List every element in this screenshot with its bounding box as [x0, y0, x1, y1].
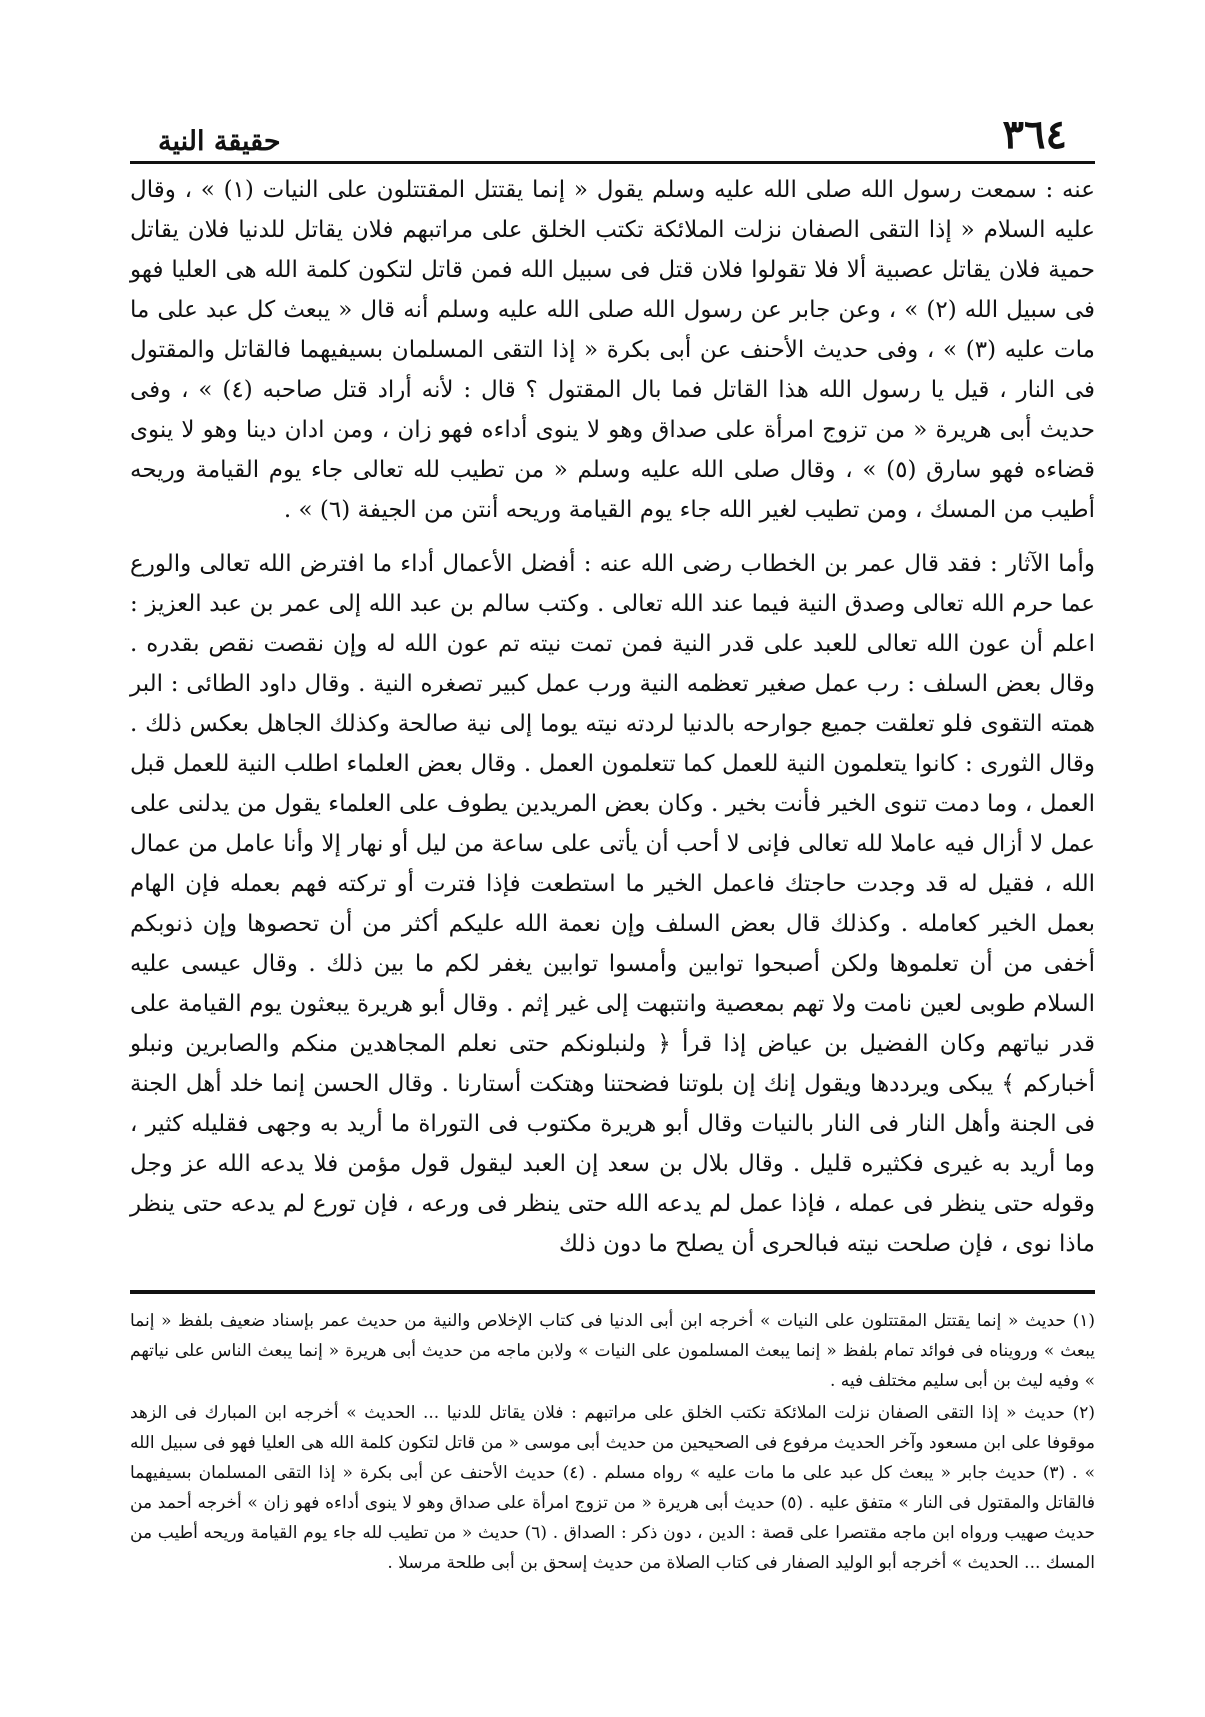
page-number: ٣٦٤	[1002, 111, 1067, 158]
paragraph-athar: وأما الآثار : فقد قال عمر بن الخطاب رضى الله عنه : أفضل الأعمال أداء ما افترض الله تعالى والورع عما حرم الله تعالى وصدق النية فيما عند الله تعالى . وكتب سالم بن عبد الله إلى عمر بن عبد العزيز : اعلم أن عون الله تعالى للعبد على قدر النية فمن تمت نيته تم عون الله له وإن نقصت نقص بقدره . وقال بعض السلف : رب عمل صغير تعظمه النية ورب عمل كبير تصغره النية . وقال داود الطائى : البر همته التقوى فلو تعلقت جميع جوارحه بالدنيا لردته نيته يوما إلى نية صالحة وكذلك الجاهل بعكس ذلك . وقال الثورى : كانوا يتعلمون النية للعمل كما تتعلمون العمل . وقال بعض العلماء اطلب النية للعمل قبل العمل ، وما دمت تنوى الخير فأنت بخير . وكان بعض المريدين يطوف على العلماء يقول من يدلنى على عمل لا أزال فيه عاملا لله تعالى فإنى لا أحب أن يأتى على ساعة من ليل أو نهار إلا وأنا عامل من عمال الله ، فقيل له قد وجدت حاجتك فاعمل الخير ما استطعت فإذا فترت أو تركته فهم بعمله فإن الهام بعمل الخير كعامله . وكذلك قال بعض السلف وإن نعمة الله عليكم أكثر من أن تحصوها وإن ذنوبكم أخفى من أن تعلموها ولكن أصبحوا توابين وأمسوا توابين يغفر لكم ما بين ذلك . وقال عيسى عليه السلام طوبى لعين نامت ولا تهم بمعصية وانتبهت إلى غير إثم . وقال أبو هريرة يبعثون يوم القيامة على قدر نياتهم وكان الفضيل بن عياض إذا قرأ ﴿ ولنبلونكم حتى نعلم المجاهدين منكم والصابرين ونبلو أخباركم ﴾ يبكى ويرددها ويقول إنك إن بلوتنا فضحتنا وهتكت أستارنا . وقال الحسن إنما خلد أهل الجنة فى الجنة وأهل النار فى النار بالنيات وقال أبو هريرة مكتوب فى التوراة ما أريد به وجهى فقليله كثير ، وما أريد به غيرى فكثيره قليل . وقال بلال بن سعد إن العبد ليقول قول مؤمن فلا يدعه الله عز وجل وقوله حتى ينظر فى عمله ، فإذا عمل لم يدعه الله حتى ينظر فى ورعه ، فإن تورع لم يدعه حتى ينظر ماذا نوى ، فإن صلحت نيته فبالحرى أن يصلح ما دون ذلك	[130, 551, 1095, 1257]
footnote-rule	[130, 1290, 1095, 1294]
footnote-2-6: (٢) حديث « إذا التقى الصفان نزلت الملائكة تكتب الخلق على مراتبهم : فلان يقاتل للدنيا ... الحديث » أخرجه ابن المبارك فى الزهد موقوفا على ابن مسعود وآخر الحديث مرفوع فى الصحيحين من حديث أبى موسى « من قاتل لتكون كلمة الله هى العليا فهو فى سبيل الله » . (٣) حديث جابر « يبعث كل عبد على ما مات عليه » رواه مسلم . (٤) حديث الأحنف عن أبى بكرة « إذا التقى المسلمان بسيفيهما فالقاتل والمقتول فى النار » متفق عليه . (٥) حديث أبى هريرة « من تزوج امرأة على صداق وهو لا ينوى أداءه فهو زان » أخرجه أحمد من حديث صهيب ورواه ابن ماجه مقتصرا على قصة : الدين ، دون ذكر : الصداق . (٦) حديث « من تطيب لله جاء يوم القيامة وريحه أطيب من المسك ... الحديث » أخرجه أبو الوليد الصفار فى كتاب الصلاة من حديث إسحق بن أبى طلحة مرسلا .	[130, 1403, 1095, 1573]
page-header	[130, 95, 1095, 161]
footnotes	[130, 1306, 1095, 1578]
header-rule	[130, 161, 1095, 164]
footnote-1: (١) حديث « إنما يقتتل المقتتلون على النيات » أخرجه ابن أبى الدنيا فى كتاب الإخلاص والنية من حديث عمر بإسناد ضعيف بلفظ « إنما يبعث » ورويناه فى فوائد تمام بلفظ « إنما يبعث المسلمون على النيات » ولابن ماجه من حديث أبى هريرة « إنما يبعث الناس على نياتهم » وفيه ليث بن أبى سليم مختلف فيه .	[130, 1311, 1095, 1391]
main-text	[130, 170, 1095, 1264]
running-title: حقيقة النية	[158, 126, 281, 157]
paragraph-hadith: عنه : سمعت رسول الله صلى الله عليه وسلم يقول « إنما يقتتل المقتتلون على النيات (١) » ، وقال عليه السلام « إذا التقى الصفان نزلت الملائكة تكتب الخلق على مراتبهم فلان يقاتل للدنيا فلان يقاتل حمية فلان يقاتل عصبية ألا فلا تقولوا فلان قتل فى سبيل الله فمن قاتل لتكون كلمة الله هى العليا فهو فى سبيل الله (٢) » ، وعن جابر عن رسول الله صلى الله عليه وسلم أنه قال « يبعث كل عبد على ما مات عليه (٣) » ، وفى حديث الأحنف عن أبى بكرة « إذا التقى المسلمان بسيفيهما فالقاتل والمقتول فى النار ، قيل يا رسول الله هذا القاتل فما بال المقتول ؟ قال : لأنه أراد قتل صاحبه (٤) » ، وفى حديث أبى هريرة « من تزوج امرأة على صداق وهو لا ينوى أداءه فهو زان ، ومن ادان دينا وهو لا ينوى قضاءه فهو سارق (٥) » ، وقال صلى الله عليه وسلم « من تطيب لله تعالى جاء يوم القيامة وريحه أطيب من المسك ، ومن تطيب لغير الله جاء يوم القيامة وريحه أنتن من الجيفة (٦) » .	[130, 177, 1095, 523]
